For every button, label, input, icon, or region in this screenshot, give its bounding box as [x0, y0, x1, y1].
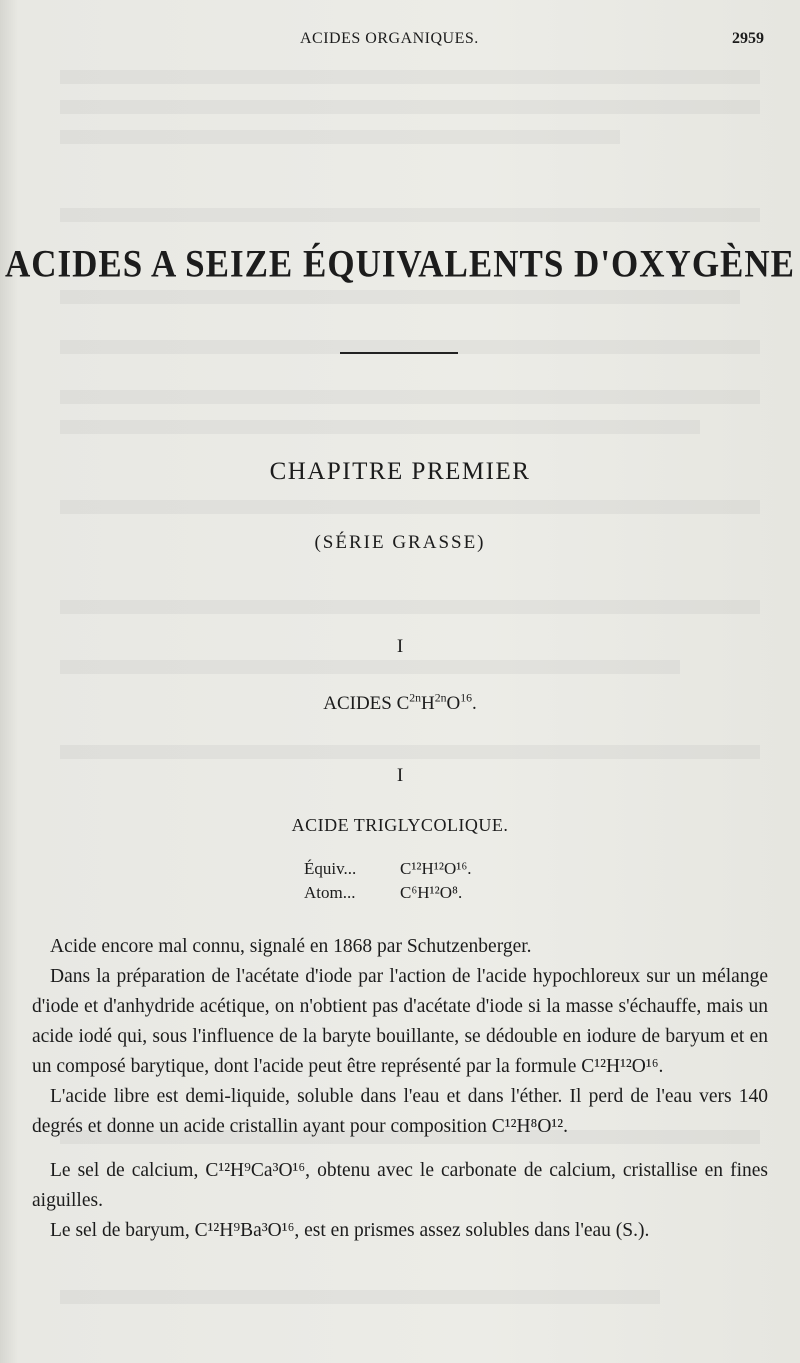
part-numeral: I — [396, 636, 404, 657]
page-number: 2959 — [732, 30, 764, 47]
bleed-through-line — [60, 390, 760, 404]
paragraph: Le sel de baryum, C¹²H⁹Ba³O¹⁶, est en prismes assez solubles dans l'eau (S.). — [50, 1220, 650, 1241]
paragraph: Dans la préparation de l'acétate d'iode par l'action de l'acide hypochloreux sur un mélange d'iode et d'anhydride acétique, on n'obtient pas d'acétate d'iode si la masse s'échauffe, mais un acide iodé qui, sous l'influence de la baryte bouillante, se dédouble en iodure de baryum et en un composé barytique, dont l'acide peut être représenté par la formule C¹²H¹²O¹⁶. — [32, 966, 768, 1077]
section-heading — [0, 693, 800, 715]
section-h: H — [421, 693, 435, 714]
section-sub: 2n — [434, 691, 447, 705]
bleed-through-line — [60, 70, 760, 84]
formula-block — [304, 857, 472, 905]
bleed-through-line — [60, 600, 760, 614]
bleed-through-line — [60, 130, 620, 144]
paragraph: Acide encore mal connu, signalé en 1868 par Schutzenberger. — [50, 936, 532, 957]
section-end: . — [472, 693, 477, 714]
section-o: O — [446, 693, 461, 714]
bleed-through-line — [60, 500, 760, 514]
atom-row — [304, 881, 472, 905]
section-prefix: ACIDES C — [323, 693, 410, 714]
section-sub: 16 — [460, 691, 473, 705]
equiv-row — [304, 857, 472, 881]
bleed-through-line — [60, 660, 680, 674]
chapter-title: CHAPITRE PREMIER — [269, 458, 531, 485]
paragraph: L'acide libre est demi-liquide, soluble dans l'eau et dans l'éther. Il perd de l'eau vers 140 degrés et donne un acide cristallin ayant pour composition C¹²H⁸O¹². — [32, 1086, 768, 1137]
subsection-numeral: I — [396, 765, 404, 786]
equiv-formula: C¹²H¹²O¹⁶. — [400, 859, 472, 878]
body-text — [32, 932, 768, 1246]
acid-name: ACIDE TRIGLYCOLIQUE. — [291, 815, 509, 835]
series-label: (SÉRIE GRASSE) — [314, 532, 486, 553]
bleed-through-line — [60, 745, 760, 759]
paragraph: Le sel de calcium, C¹²H⁹Ca³O¹⁶, obtenu avec le carbonate de calcium, cristallise en fines aiguilles. — [32, 1160, 768, 1211]
equiv-label: Équiv... — [304, 859, 357, 878]
atom-formula: C⁶H¹²O⁸. — [400, 883, 463, 902]
title-rule — [340, 352, 458, 354]
bleed-through-line — [60, 100, 760, 114]
main-title: ACIDES A SEIZE ÉQUIVALENTS D'OXYGÈNE — [4, 241, 796, 286]
running-head: ACIDES ORGANIQUES. — [300, 30, 479, 47]
bleed-through-line — [60, 1290, 660, 1304]
bleed-through-line — [60, 290, 740, 304]
bleed-through-line — [60, 208, 760, 222]
bleed-through-line — [60, 420, 700, 434]
section-sub: 2n — [409, 691, 422, 705]
atom-label: Atom... — [304, 883, 356, 902]
